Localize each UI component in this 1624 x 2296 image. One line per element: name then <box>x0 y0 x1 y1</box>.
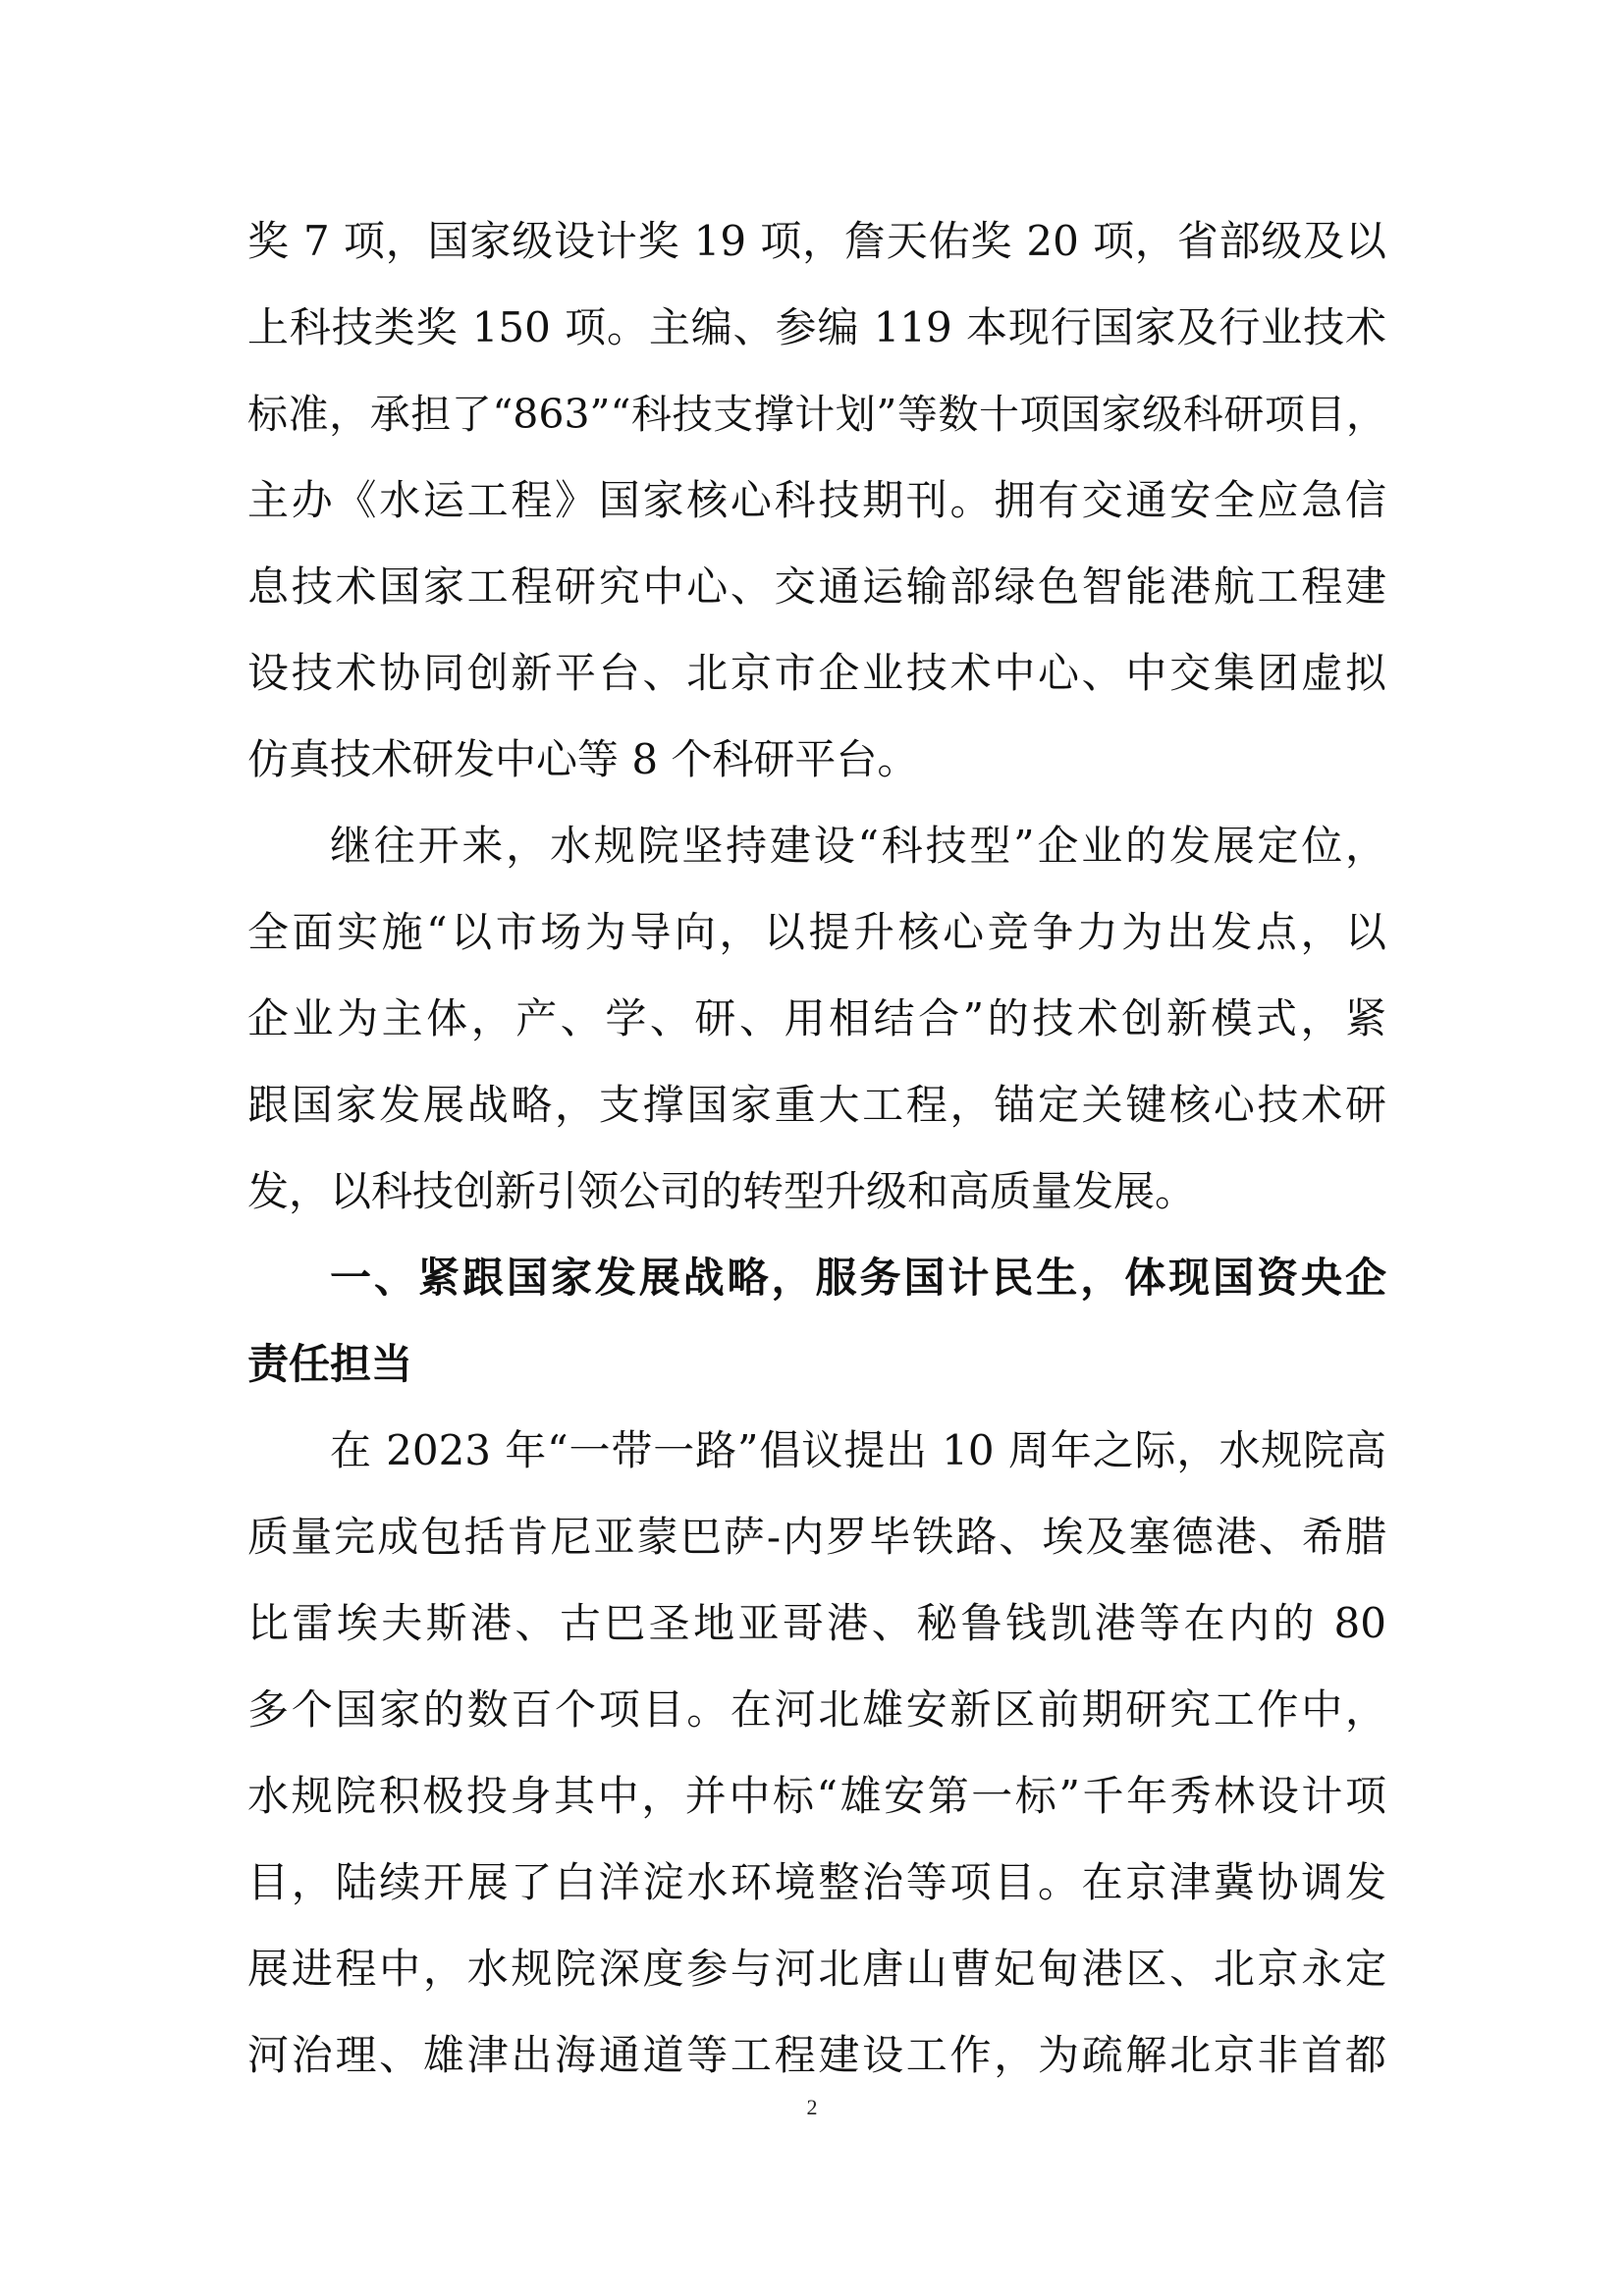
text-line: 发，以科技创新引领公司的转型升级和高质量发展。 <box>247 1167 1197 1215</box>
text-line: 跟国家发展战略，支撑国家重大工程，锚定关键核心技术研 <box>247 1081 1386 1129</box>
text-line: 河治理、雄津出海通道等工程建设工作，为疏解北京非首都 <box>247 2031 1386 2079</box>
text-line: 息技术国家工程研究中心、交通运输部绿色智能港航工程建 <box>247 562 1386 611</box>
section-heading: 责任担当 <box>247 1340 413 1388</box>
text-line: 标准，承担了“863”“科技支撑计划”等数十项国家级科研项目， <box>247 391 1386 438</box>
text-line: 上科技类奖 150 项。主编、参编 119 本现行国家及行业技术 <box>247 303 1386 351</box>
text-line: 设技术协同创新平台、北京市企业技术中心、中交集团虚拟 <box>247 649 1386 697</box>
text-line: 继往开来，水规院坚持建设“科技型”企业的发展定位， <box>330 822 1386 870</box>
section-heading: 一、紧跟国家发展战略，服务国计民生，体现国资央企 <box>330 1254 1386 1302</box>
text-line: 主办《水运工程》国家核心科技期刊。拥有交通安全应急信 <box>247 476 1386 524</box>
text-line: 仿真技术研发中心等 8 个科研平台。 <box>247 735 919 783</box>
text-line: 奖 7 项，国家级设计奖 19 项，詹天佑奖 20 项，省部级及以 <box>247 217 1386 265</box>
text-line: 展进程中，水规院深度参与河北唐山曹妃甸港区、北京永定 <box>247 1945 1386 1993</box>
page-number: 2 <box>806 2095 818 2119</box>
text-line: 比雷埃夫斯港、古巴圣地亚哥港、秘鲁钱凯港等在内的 80 <box>247 1599 1386 1647</box>
text-line: 在 2023 年“一带一路”倡议提出 10 周年之际，水规院高 <box>330 1426 1386 1474</box>
text-line: 目，陆续开展了白洋淀水环境整治等项目。在京津冀协调发 <box>247 1858 1386 1906</box>
text-line: 全面实施“以市场为导向，以提升核心竞争力为出发点，以 <box>247 908 1386 956</box>
text-line: 质量完成包括肯尼亚蒙巴萨-内罗毕铁路、埃及塞德港、希腊 <box>247 1513 1386 1561</box>
text-line: 企业为主体，产、学、研、用相结合”的技术创新模式，紧 <box>247 994 1386 1042</box>
text-line: 多个国家的数百个项目。在河北雄安新区前期研究工作中， <box>247 1685 1386 1734</box>
text-line: 水规院积极投身其中，并中标“雄安第一标”千年秀林设计项 <box>247 1772 1386 1820</box>
